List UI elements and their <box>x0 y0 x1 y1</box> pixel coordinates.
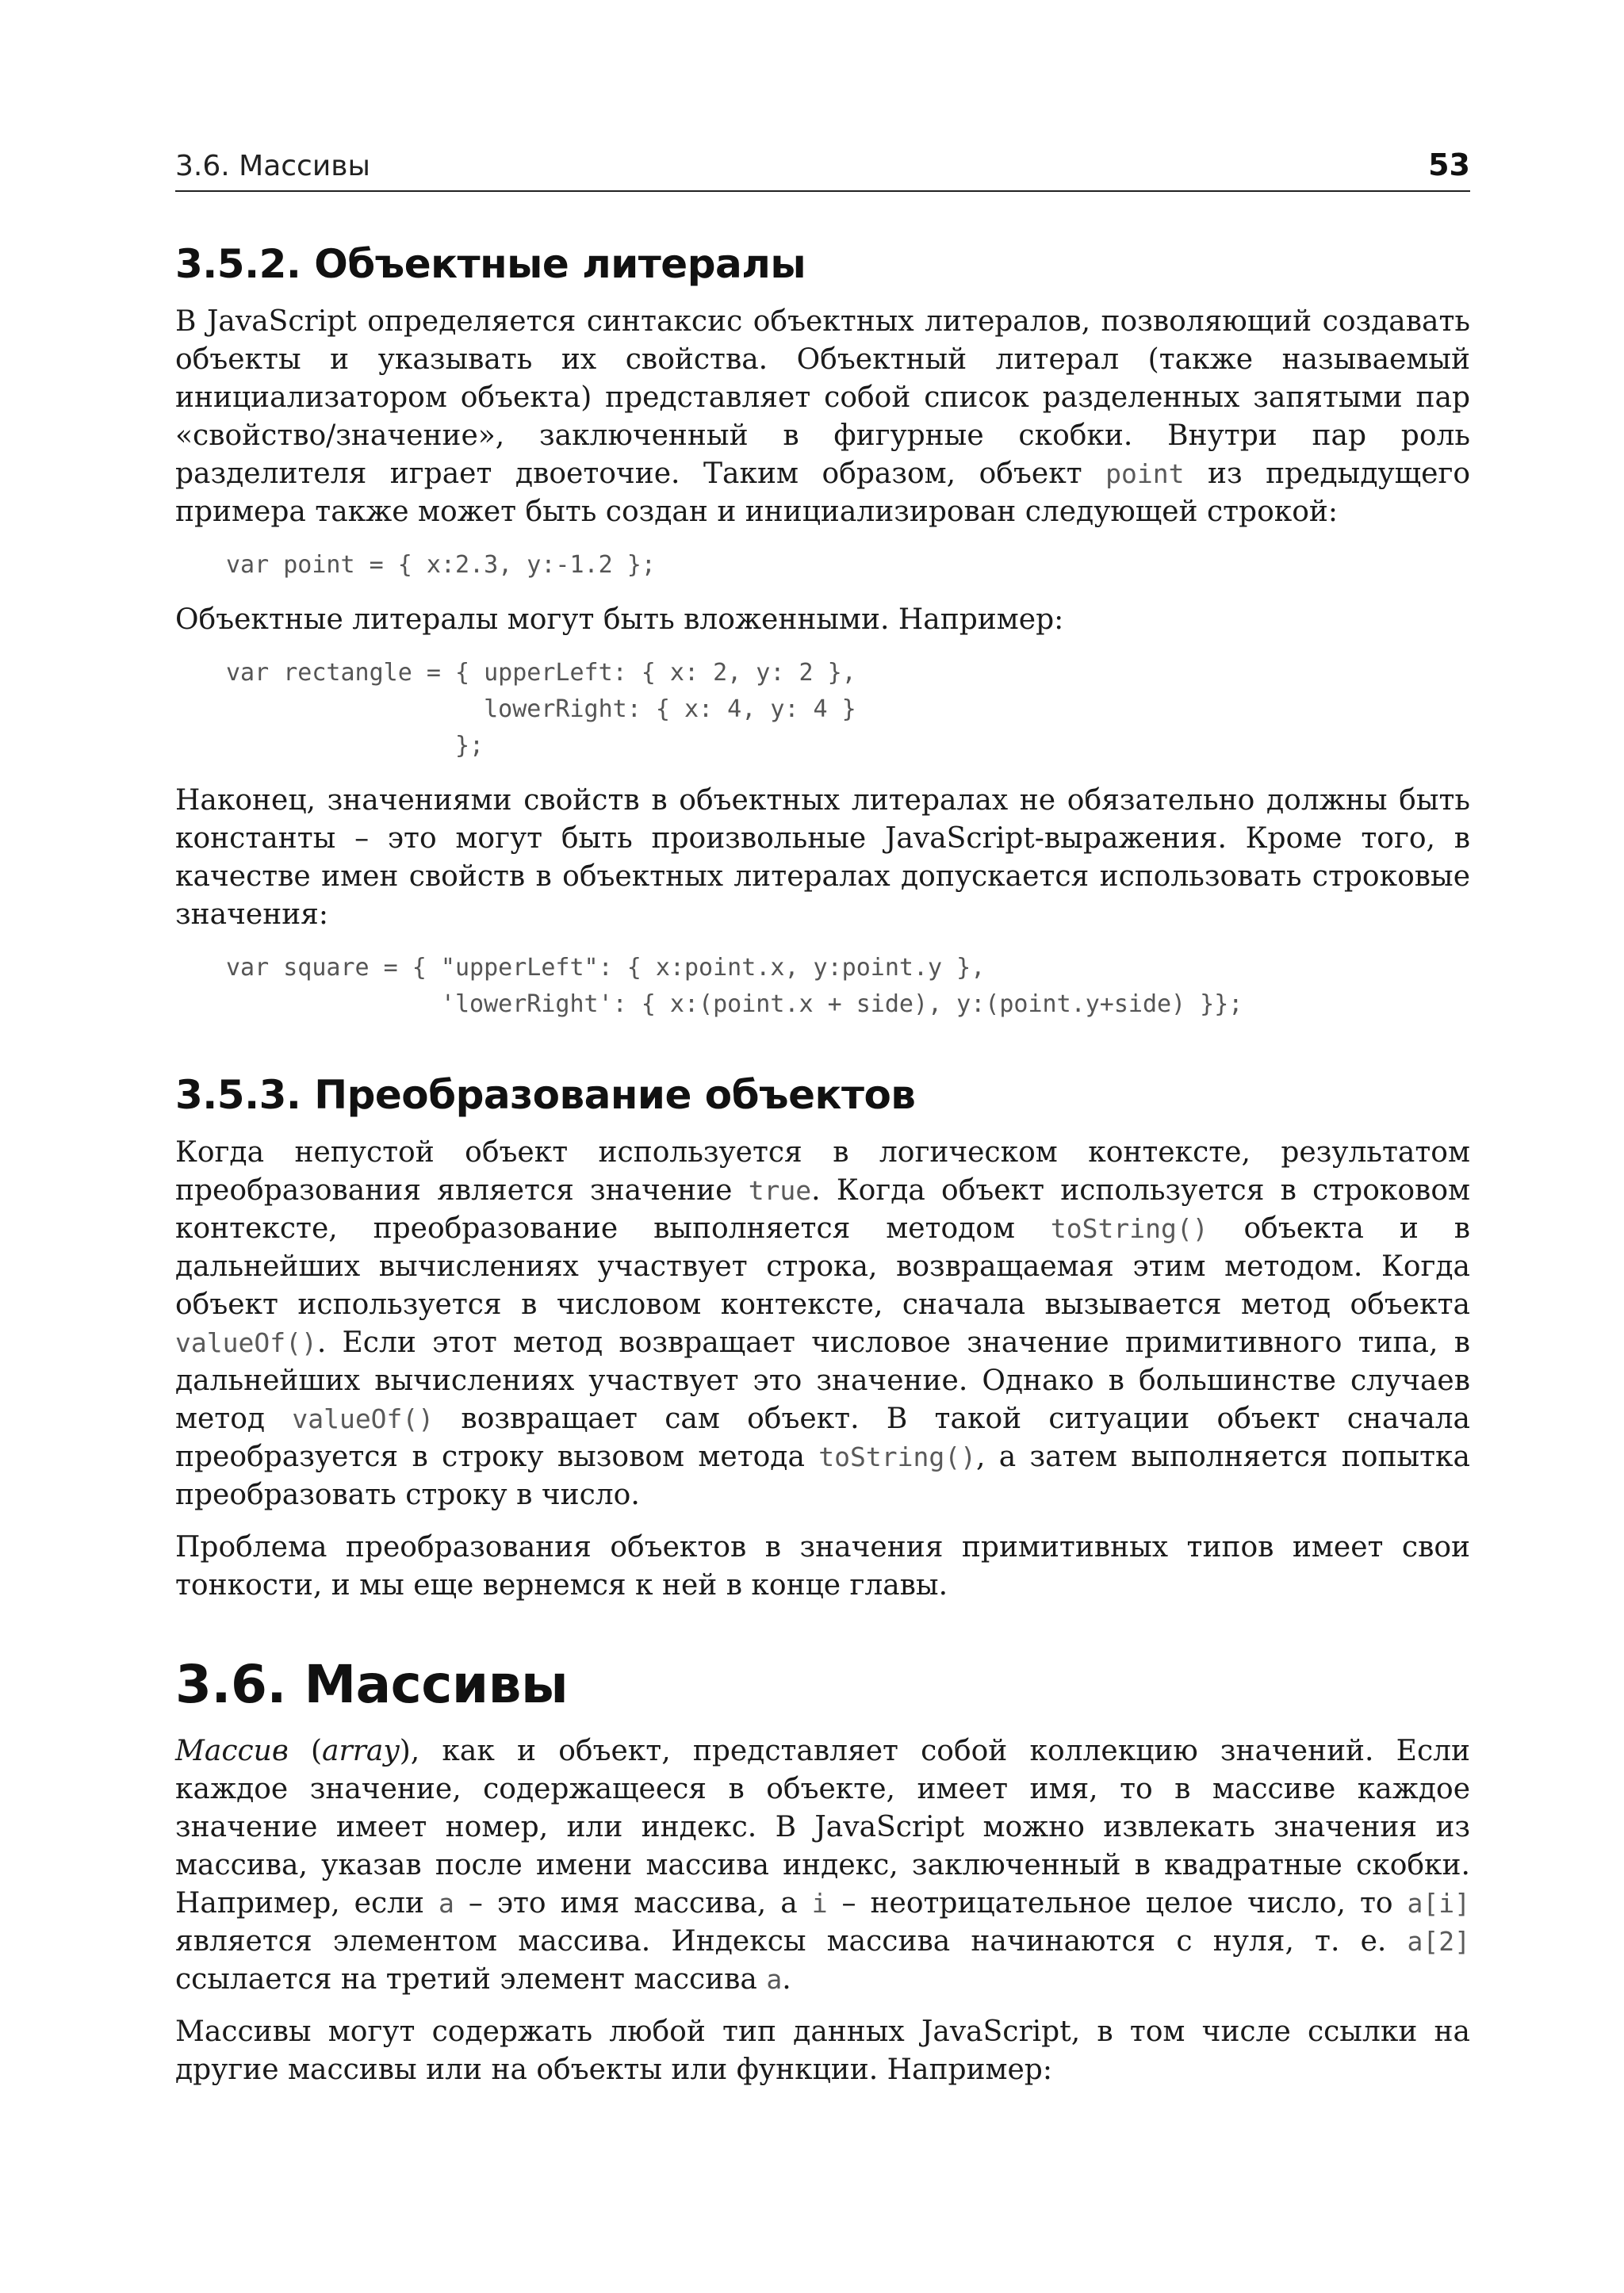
paragraph-object-literals-intro <box>175 303 1470 531</box>
emphasis-term: Массив <box>175 1735 289 1767</box>
text-run: возвращает сам объект. В такой ситуации объект сначала преобразуется в строку вызовом метода <box>175 1403 1470 1473</box>
inline-code-tostring: toString() <box>1050 1213 1208 1244</box>
inline-code-valueof: valueOf() <box>292 1403 435 1434</box>
inline-code-point: point <box>1105 458 1185 489</box>
book-page <box>175 143 1470 2104</box>
paragraph-property-values: Наконец, значениями свойств в объектных литералах не обязательно должны быть константы – это могут быть произвольные JavaScript-выражения. Кроме того, в качестве имен свойств в объектных литералах допускается использовать строковые значения: <box>175 784 1470 931</box>
heading-object-conversion: 3.5.3. Преобразование объектов <box>175 1072 916 1118</box>
text-run: , а затем выполняется попытка преобразовать строку в число. <box>175 1441 1470 1511</box>
page-number: 53 <box>1428 147 1470 182</box>
paragraph-nested-literals: Объектные литералы могут быть вложенными. Например: <box>175 603 1064 636</box>
code-block-rectangle: var rectangle = { upperLeft: { x: 2, y: 2 }, lowerRight: { x: 4, y: 4 } }; <box>226 659 856 760</box>
text-run: объекта и в дальнейших вычислениях участвует строка, возвращаемая этим методом. Когда объект используется в числовом контексте, сначала вызывается метод объекта <box>175 1212 1471 1321</box>
inline-code-i: i <box>811 1888 828 1919</box>
text-run: ( <box>288 1735 323 1767</box>
paragraph-arrays-intro <box>175 1732 1470 1999</box>
text-run: В JavaScript определяется синтаксис объектных литералов, позволяющий создавать объекты и указывать их свойства. Объектный литерал (также называемый инициализатором объекта) представляет собой список разделенных запятыми пар «свойство/значение», заключенный в фигурные скобки. Внутри пар роль разделителя играет двоеточие. Таким образом, объект <box>175 305 1470 490</box>
heading-object-literals: 3.5.2. Объектные литералы <box>175 241 806 287</box>
text-run: ссылается на третий элемент массива <box>175 1963 767 1996</box>
text-run: из предыдущего примера также может быть создан и инициализирован следующей строкой: <box>175 457 1470 528</box>
code-block-square: var square = { "upperLeft": { x:point.x, y:point.y }, 'lowerRight': { x:(point.x + side), y:(point.y+side) }}; <box>226 954 1243 1018</box>
text-run: Когда непустой объект используется в логическом контексте, результатом преобразования является значение <box>175 1136 1470 1207</box>
text-run: . Когда объект используется в строковом контексте, преобразование выполняется методом <box>175 1174 1470 1245</box>
text-run: – неотрицательное целое число, то <box>827 1887 1408 1920</box>
inline-code-a-2: a[2] <box>1407 1926 1470 1957</box>
paragraph-conversion-subtleties: Проблема преобразования объектов в значения примитивных типов имеет свои тонкости, и мы еще вернемся к ней в конце главы. <box>175 1531 1470 1602</box>
heading-arrays: 3.6. Массивы <box>175 1654 569 1715</box>
code-block-point: var point = { x:2.3, y:-1.2 }; <box>226 551 656 579</box>
inline-code-true: true <box>748 1175 812 1206</box>
text-run: . Если этот метод возвращает числовое значение примитивного типа, в дальнейших вычислениях участвует это значение. Однако в большинстве случаев метод <box>175 1326 1470 1435</box>
inline-code-a-i: a[i] <box>1407 1888 1471 1919</box>
text-run: . <box>782 1963 791 1996</box>
running-header-title: 3.6. Массивы <box>175 150 370 182</box>
running-header <box>175 143 1470 192</box>
paragraph-array-contents: Массивы могут содержать любой тип данных JavaScript, в том числе ссылки на другие массивы или на объекты или функции. Например: <box>175 2015 1470 2086</box>
inline-code-a: a <box>766 1964 783 1995</box>
emphasis-term: array <box>322 1735 400 1767</box>
inline-code-valueof: valueOf() <box>175 1327 317 1358</box>
text-run: ), как и объект, представляет собой коллекцию значений. Если каждое значение, содержащееся в объекте, имеет имя, то в массиве каждое значение имеет номер, или индекс. В JavaScript можно извлекать значения из массива, указав после имени массива индекс, заключенный в квадратные скобки. Например, если <box>175 1735 1470 1920</box>
text-run: – это имя массива, а <box>454 1887 812 1920</box>
inline-code-tostring: toString() <box>818 1441 976 1472</box>
paragraph-object-conversion <box>175 1134 1470 1514</box>
inline-code-a: a <box>439 1888 454 1919</box>
text-run: является элементом массива. Индексы массива начинаются с нуля, т. е. <box>175 1925 1408 1958</box>
